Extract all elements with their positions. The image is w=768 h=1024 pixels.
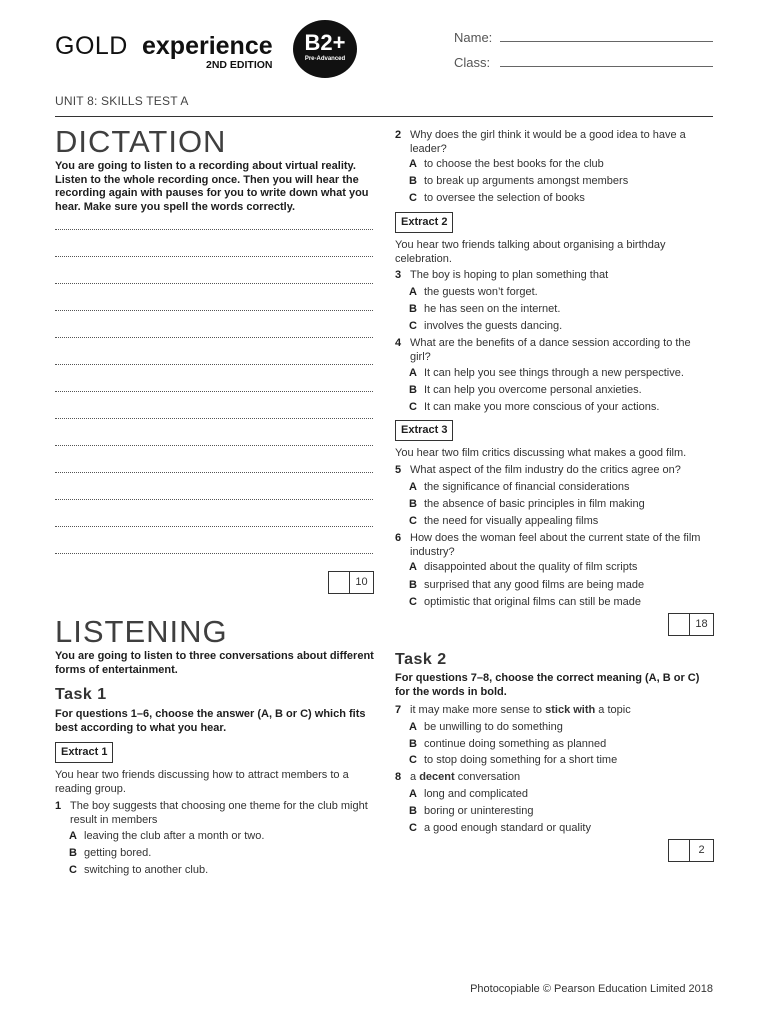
option-letter: B	[409, 498, 417, 510]
question-text	[395, 771, 705, 785]
extract2-intro: You hear two friends talking about organising a birthday celebration.	[395, 239, 666, 265]
option-letter: B	[409, 303, 417, 315]
option-text: continue doing something as planned	[424, 738, 607, 750]
question-text: How does the woman feel about the current state of the film industry?	[410, 532, 701, 558]
option-7c[interactable]	[409, 754, 617, 768]
unit-title: UNIT 8: SKILLS TEST A	[55, 94, 189, 108]
dictation-write-line[interactable]	[55, 526, 373, 527]
option-8b[interactable]	[409, 805, 533, 819]
option-1b[interactable]	[69, 847, 151, 861]
question-text-post: a topic	[595, 704, 631, 716]
task1-instructions: For questions 1–6, choose the answer (A, B or C) which fits best according to what you hear.	[55, 708, 366, 734]
question-text: What are the benefits of a dance session according to the girl?	[410, 337, 691, 363]
option-text: a good enough standard or quality	[424, 822, 591, 834]
option-text: to break up arguments amongst members	[424, 175, 629, 187]
dictation-write-line[interactable]	[55, 256, 373, 257]
option-text: switching to another club.	[84, 864, 209, 876]
option-text: It can help you see things through a new perspective.	[424, 367, 684, 379]
option-text: involves the guests dancing.	[424, 320, 563, 332]
option-6a[interactable]	[409, 561, 637, 575]
option-letter: C	[409, 822, 417, 834]
question-text-pre: it may make more sense to	[410, 704, 546, 716]
option-2a[interactable]	[409, 158, 604, 172]
level-text: B2+	[304, 30, 346, 55]
question-text: What aspect of the film industry do the critics agree on?	[410, 464, 681, 476]
option-text: optimistic that original films can still be made	[424, 596, 642, 608]
header-divider	[55, 116, 713, 117]
question-text	[395, 704, 705, 718]
dictation-score-box	[328, 571, 374, 594]
option-7a[interactable]	[409, 721, 563, 735]
option-text: disappointed about the quality of film scripts	[424, 561, 638, 573]
question-bold-phrase: decent	[419, 771, 455, 783]
question-5	[395, 464, 705, 478]
option-text: be unwilling to do something	[424, 721, 563, 733]
option-6b[interactable]	[409, 579, 644, 593]
option-letter: A	[409, 286, 417, 298]
dictation-write-line[interactable]	[55, 472, 373, 473]
score-total: 10	[355, 576, 368, 588]
task2-title: Task 2	[395, 651, 447, 668]
option-5a[interactable]	[409, 481, 629, 495]
question-text: The boy suggests that choosing one theme for the club might result in members	[70, 800, 368, 826]
level-badge	[293, 20, 357, 78]
listening-title: LISTENING	[55, 614, 228, 649]
option-5c[interactable]	[409, 515, 598, 529]
option-3a[interactable]	[409, 286, 538, 300]
brand-gold-text: GOLD	[55, 32, 128, 60]
option-7b[interactable]	[409, 738, 606, 752]
extract2-label: Extract 2	[395, 212, 453, 233]
score-input[interactable]	[669, 614, 690, 635]
extract1-intro: You hear two friends discussing how to attract members to a reading group.	[55, 769, 349, 795]
score-total: 18	[695, 618, 708, 630]
score-input[interactable]	[669, 840, 690, 861]
option-4c[interactable]	[409, 401, 659, 415]
class-label: Class:	[454, 55, 491, 70]
option-5b[interactable]	[409, 498, 645, 512]
option-text: long and complicated	[424, 788, 528, 800]
task2-instructions: For questions 7–8, choose the correct meaning (A, B or C) for the words in bold.	[395, 672, 700, 698]
option-letter: A	[409, 158, 417, 170]
question-text: Why does the girl think it would be a good idea to have a leader?	[410, 129, 686, 155]
option-8a[interactable]	[409, 788, 528, 802]
question-number: 8	[395, 771, 402, 783]
edition-text: 2ND EDITION	[206, 59, 273, 71]
option-text: It can help you overcome personal anxieties.	[424, 384, 642, 396]
question-number: 2	[395, 129, 402, 141]
level-sub-text: Pre-Advanced	[304, 56, 346, 62]
task2-score-box	[668, 839, 714, 862]
option-4b[interactable]	[409, 384, 642, 398]
option-text: getting bored.	[84, 847, 152, 859]
score-total: 2	[698, 844, 705, 856]
option-1c[interactable]	[69, 864, 208, 878]
question-number: 1	[55, 800, 62, 812]
task1-title: Task 1	[55, 686, 107, 703]
dictation-title: DICTATION	[55, 124, 227, 159]
option-letter: B	[69, 847, 77, 859]
question-2	[395, 129, 705, 156]
dictation-write-line[interactable]	[55, 364, 373, 365]
option-letter: B	[409, 175, 417, 187]
question-number: 6	[395, 532, 402, 544]
option-2b[interactable]	[409, 175, 628, 189]
option-letter: C	[409, 596, 417, 608]
name-label: Name:	[454, 30, 493, 45]
question-text: The boy is hoping to plan something that	[410, 269, 609, 281]
task1-score-box	[668, 613, 714, 636]
option-text: surprised that any good films are being made	[424, 579, 645, 591]
dictation-write-line[interactable]	[55, 553, 373, 554]
question-number: 7	[395, 704, 402, 716]
option-letter: A	[409, 481, 417, 493]
option-text: the significance of financial considerations	[424, 481, 630, 493]
option-text: to oversee the selection of books	[424, 192, 585, 204]
option-letter: C	[409, 320, 417, 332]
option-letter: C	[409, 515, 417, 527]
option-text: to stop doing something for a short time	[424, 754, 618, 766]
score-input[interactable]	[329, 572, 350, 593]
extract3-intro: You hear two film critics discussing what makes a good film.	[395, 447, 687, 459]
option-letter: C	[409, 401, 417, 413]
option-2c[interactable]	[409, 192, 585, 206]
brand-logo	[55, 20, 365, 80]
option-letter: A	[409, 788, 417, 800]
question-6	[395, 532, 705, 559]
name-field[interactable]	[500, 41, 713, 42]
listening-instructions: You are going to listen to three conversations about different forms of entertainment.	[55, 650, 374, 676]
dictation-write-line[interactable]	[55, 391, 373, 392]
option-letter: C	[69, 864, 77, 876]
option-text: the guests won’t forget.	[424, 286, 538, 298]
dictation-write-line[interactable]	[55, 418, 373, 419]
dictation-write-line[interactable]	[55, 499, 373, 500]
question-8	[395, 771, 705, 785]
dictation-write-line[interactable]	[55, 283, 373, 284]
option-8c[interactable]	[409, 822, 591, 836]
question-number: 5	[395, 464, 402, 476]
option-letter: A	[69, 830, 77, 842]
question-1	[55, 800, 375, 827]
question-text-pre: a	[410, 771, 420, 783]
option-letter: C	[409, 192, 417, 204]
copyright-footer: Photocopiable © Pearson Education Limited 2018	[470, 983, 713, 995]
question-number: 3	[395, 269, 402, 281]
dictation-write-line[interactable]	[55, 310, 373, 311]
option-text: boring or uninteresting	[424, 805, 534, 817]
dictation-write-line[interactable]	[55, 229, 373, 230]
class-field[interactable]	[500, 66, 713, 67]
option-text: the need for visually appealing films	[424, 515, 599, 527]
option-letter: B	[409, 738, 417, 750]
option-text: It can make you more conscious of your actions.	[424, 401, 660, 413]
extract3-label: Extract 3	[395, 420, 453, 441]
option-letter: A	[409, 367, 417, 379]
dictation-instructions: You are going to listen to a recording about virtual reality. Listen to the whole recording once. Then you will hear the recording again with pauses for you to write down what you hear. Make sure you spell the words correctly.	[55, 160, 369, 213]
dictation-write-line[interactable]	[55, 445, 373, 446]
option-letter: B	[409, 579, 417, 591]
question-number: 4	[395, 337, 402, 349]
option-letter: B	[409, 805, 417, 817]
option-3c[interactable]	[409, 320, 562, 334]
question-3	[395, 269, 705, 283]
question-text-post: conversation	[454, 771, 521, 783]
option-3b[interactable]	[409, 303, 560, 317]
question-7	[395, 704, 705, 718]
option-1a[interactable]	[69, 830, 264, 844]
option-letter: A	[409, 561, 417, 573]
option-text: leaving the club after a month or two.	[84, 830, 265, 842]
option-4a[interactable]	[409, 367, 684, 381]
question-4	[395, 337, 705, 364]
option-letter: A	[409, 721, 417, 733]
option-letter: C	[409, 754, 417, 766]
option-text: he has seen on the internet.	[424, 303, 561, 315]
option-letter: B	[409, 384, 417, 396]
dictation-write-line[interactable]	[55, 337, 373, 338]
option-text: to choose the best books for the club	[424, 158, 604, 170]
option-text: the absence of basic principles in film making	[424, 498, 645, 510]
question-bold-phrase: stick with	[545, 704, 596, 716]
brand-experience-text: experience	[142, 32, 273, 60]
option-6c[interactable]	[409, 596, 641, 610]
extract1-label: Extract 1	[55, 742, 113, 763]
